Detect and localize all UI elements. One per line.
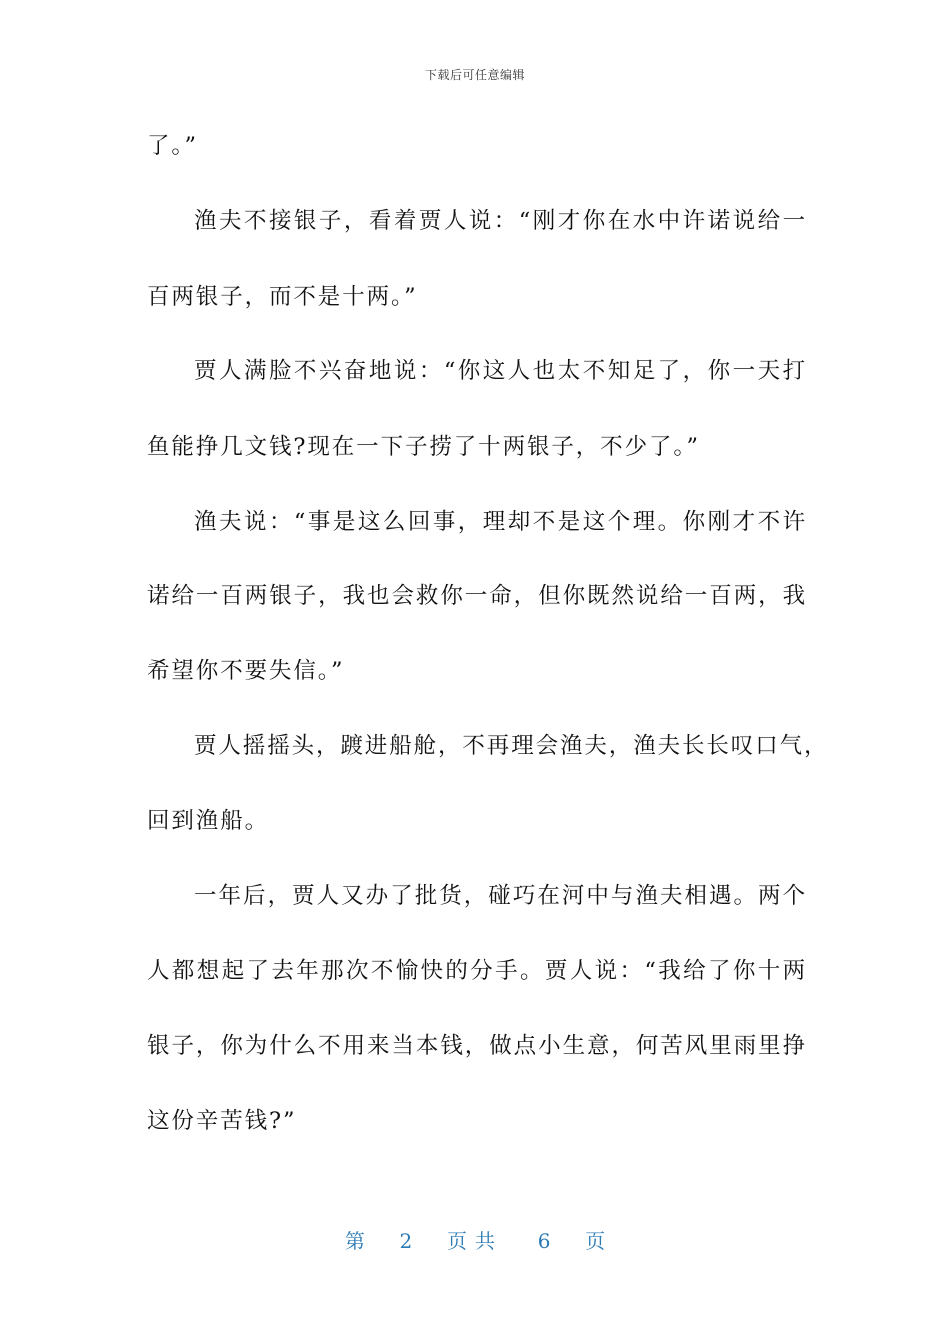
paragraph-line: 贾人满脸不兴奋地说：“你这人也太不知足了，你一天打: [194, 358, 807, 384]
page-number-footer: [0, 1225, 950, 1254]
paragraph-line: 渔夫说：“事是这么回事，理却不是这个理。你刚才不许: [194, 509, 807, 535]
total-pages-number: 6: [537, 1229, 551, 1253]
page-mid-label: 页共: [447, 1229, 503, 1253]
text-line: 诺给一百两银子，我也会救你一命，但你既然说给一百两，我: [147, 583, 807, 609]
text-line: 人都想起了去年那次不愉快的分手。贾人说：“我给了你十两: [147, 958, 807, 984]
page-prefix: 第: [344, 1229, 365, 1253]
text-line: 百两银子，而不是十两。”: [147, 284, 418, 310]
text-line: 这份辛苦钱?”: [147, 1108, 297, 1134]
text-line: 鱼能挣几文钱?现在一下子捞了十两银子，不少了。”: [147, 434, 700, 460]
current-page-number: 2: [399, 1229, 413, 1253]
text-line: 了。”: [147, 133, 198, 159]
page-suffix: 页: [585, 1229, 606, 1253]
paragraph-line: 贾人摇摇头，踱进船舱，不再理会渔夫，渔夫长长叹口气，: [194, 733, 829, 759]
text-line: 希望你不要失信。”: [147, 658, 345, 684]
text-line: 银子，你为什么不用来当本钱，做点小生意，何苦风里雨里挣: [147, 1033, 807, 1059]
page-header-note: 下载后可任意编辑: [424, 68, 525, 82]
paragraph-line: 渔夫不接银子，看着贾人说：“刚才你在水中许诺说给一: [194, 208, 807, 234]
paragraph-line: 一年后，贾人又办了批货，碰巧在河中与渔夫相遇。两个: [194, 883, 807, 909]
text-line: 回到渔船。: [147, 808, 270, 834]
